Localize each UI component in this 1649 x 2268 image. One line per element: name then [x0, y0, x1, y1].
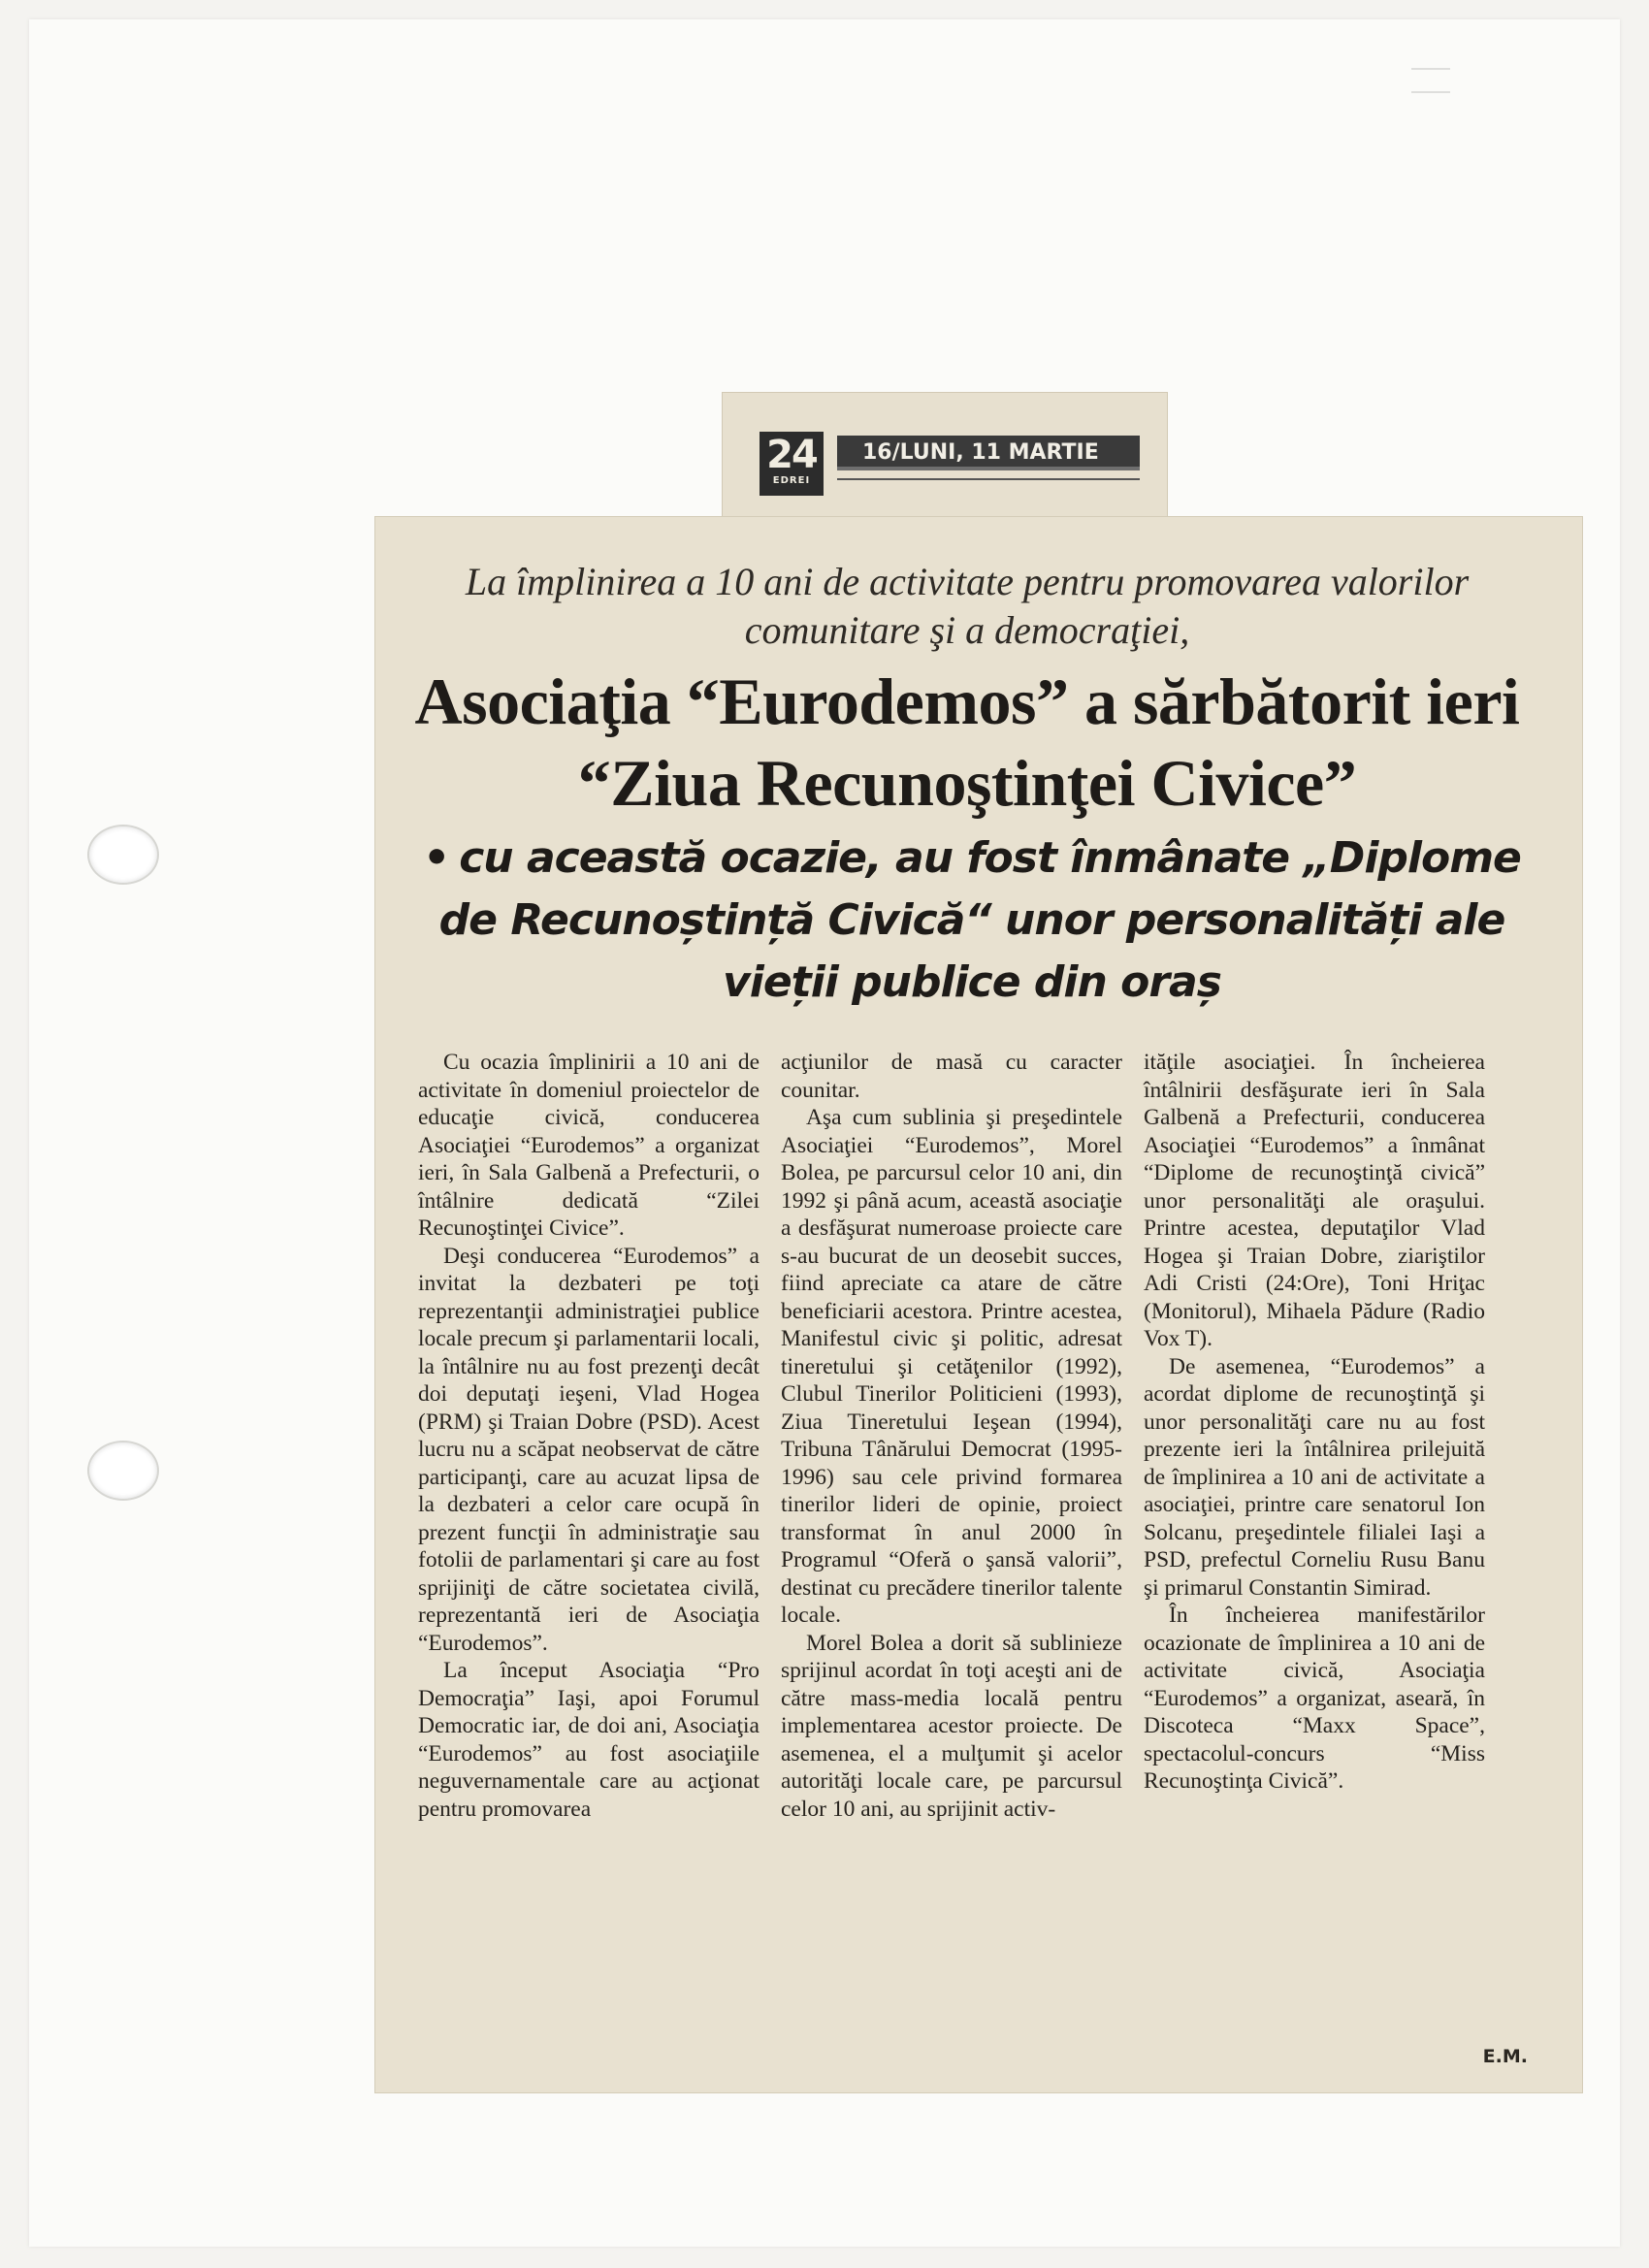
paragraph: La început Asociaţia “Pro Democraţia” Iaşi, apoi Forumul Democratic iar, de doi ani, Asociaţia “Eurodemos” au fost asociaţiile neguvernamentale care au acţionat pentru promovarea	[418, 1658, 760, 1822]
dateline: 16/LUNI, 11 MARTIE	[837, 436, 1140, 470]
paragraph: În încheierea manifestărilor ocazionate de împlinirea a 10 ani de activitate civică, Asociaţia “Eurodemos” a organizat, aseară, în Discoteca “Maxx Space”, spectacolul-concurs “Miss Recunoştinţa Civică”.	[1144, 1603, 1485, 1794]
article-headline: Asociaţia “Eurodemos” a sărbătorit ieri “Ziua Recunoştinţei Civice”	[414, 664, 1520, 820]
paragraph: ităţile asociaţiei. În încheierea întâlnirii desfăşurate ieri în Sala Galbenă a Prefecturii, conducerea Asociaţiei “Eurodemos” a înmânat “Diplome de recunoştinţă civică” unor personalităţi ale oraşului. Printre acestea, deputaţilor Vlad Hogea şi Traian Dobre, ziariştilor Adi Cristi (24:Ore), Toni Hriţac (Monitorul), Mihaela Pădure (Radio Vox T).	[1144, 1050, 1485, 1351]
article-column-3	[1144, 1049, 1485, 1796]
subhead-text: cu această ocazie, au fost înmânate „Diplome de Recunoștință Civică“ unor personalități ale vieții publice din oraș	[438, 833, 1521, 1007]
punch-hole-upper	[87, 825, 159, 885]
bullet-icon: •	[423, 833, 450, 883]
paragraph: Aşa cum sublinia şi preşedintele Asociaţiei “Eurodemos”, Morel Bolea, pe parcursul celor 10 ani, din 1992 şi până acum, această asociaţie a desfăşurat numeroase proiecte care s-au bucurat de un deosebit succes, fiind apreciate ca atare de către beneficiarii acestora. Printre acestea, Manifestul civic şi politic, adresat tineretului şi cetăţenilor (1992), Clubul Tinerilor Politicieni (1993), Ziua Tineretului Ieşean (1994), Tribuna Tânărului Democrat (1995-1996) sau cele privind formarea tinerilor lideri de opinie, proiect transformat în anul 2000 în Programul “Oferă o şansă valorii”, destinat cu precădere tinerilor talente locale.	[781, 1105, 1122, 1628]
newspaper-logo	[760, 432, 824, 496]
paragraph: Cu ocazia împlinirii a 10 ani de activitate în domeniul proiectelor de educaţie civică, conducerea Asociaţiei “Eurodemos” a organizat ieri, în Sala Galbenă a Prefecturii, o întâlnire dedicată “Zilei Recunoştinţei Civice”.	[418, 1050, 760, 1241]
page-corner-mark	[1411, 68, 1450, 93]
newspaper-masthead-clipping	[722, 392, 1168, 522]
logo-number: 24	[766, 433, 817, 477]
article-subhead	[414, 827, 1530, 1014]
paragraph: Morel Bolea a dorit să sublinieze sprijinul acordat în toţi aceşti ani de către mass-media locală pentru implementarea acestor proiecte. De asemenea, el a mulţumit şi acelor autorităţi locale care, pe parcursul celor 10 ani, au sprijinit activ-	[781, 1630, 1122, 1822]
article-column-2	[781, 1049, 1122, 1823]
article-kicker: La împlinirea a 10 ani de activitate pentru promovarea valorilor comunitare şi a democraţiei,	[465, 560, 1470, 652]
author-signature: E.M.	[1482, 2046, 1528, 2067]
dateline-rule	[837, 478, 1140, 480]
article-clipping	[374, 516, 1583, 2093]
punch-hole-lower	[87, 1441, 159, 1501]
paragraph: acţiunilor de masă cu caracter counitar.	[781, 1050, 1122, 1103]
paragraph: Deşi conducerea “Eurodemos” a invitat la dezbateri pe toţi reprezentanţii administraţiei publice locale precum şi parlamentarii locali, la întâlnire nu au fost prezenţi decât doi deputaţi ieşeni, Vlad Hogea (PRM) şi Traian Dobre (PSD). Acest lucru nu a scăpat neobservat de către participanţi, care au acuzat lipsa de la dezbateri a celor care ocupă în prezent funcţii în administraţie sau fotolii de parlamentari şi care au fost sprijiniţi de către societatea civilă, reprezentantă ieri de Asociaţia “Eurodemos”.	[418, 1243, 760, 1656]
paragraph: De asemenea, “Eurodemos” a acordat diplome de recunoştinţă şi unor personalităţi care nu au fost prezente ieri la întâlnirea prilejuită de împlinirea a 10 ani de activitate a asociaţiei, printre care senatorul Ion Solcanu, preşedintele filialei Iaşi a PSD, prefectul Corneliu Rusu Banu şi primarul Constantin Simirad.	[1144, 1353, 1485, 1601]
logo-subtitle: EDREI	[772, 475, 811, 486]
article-column-1	[418, 1049, 760, 1823]
